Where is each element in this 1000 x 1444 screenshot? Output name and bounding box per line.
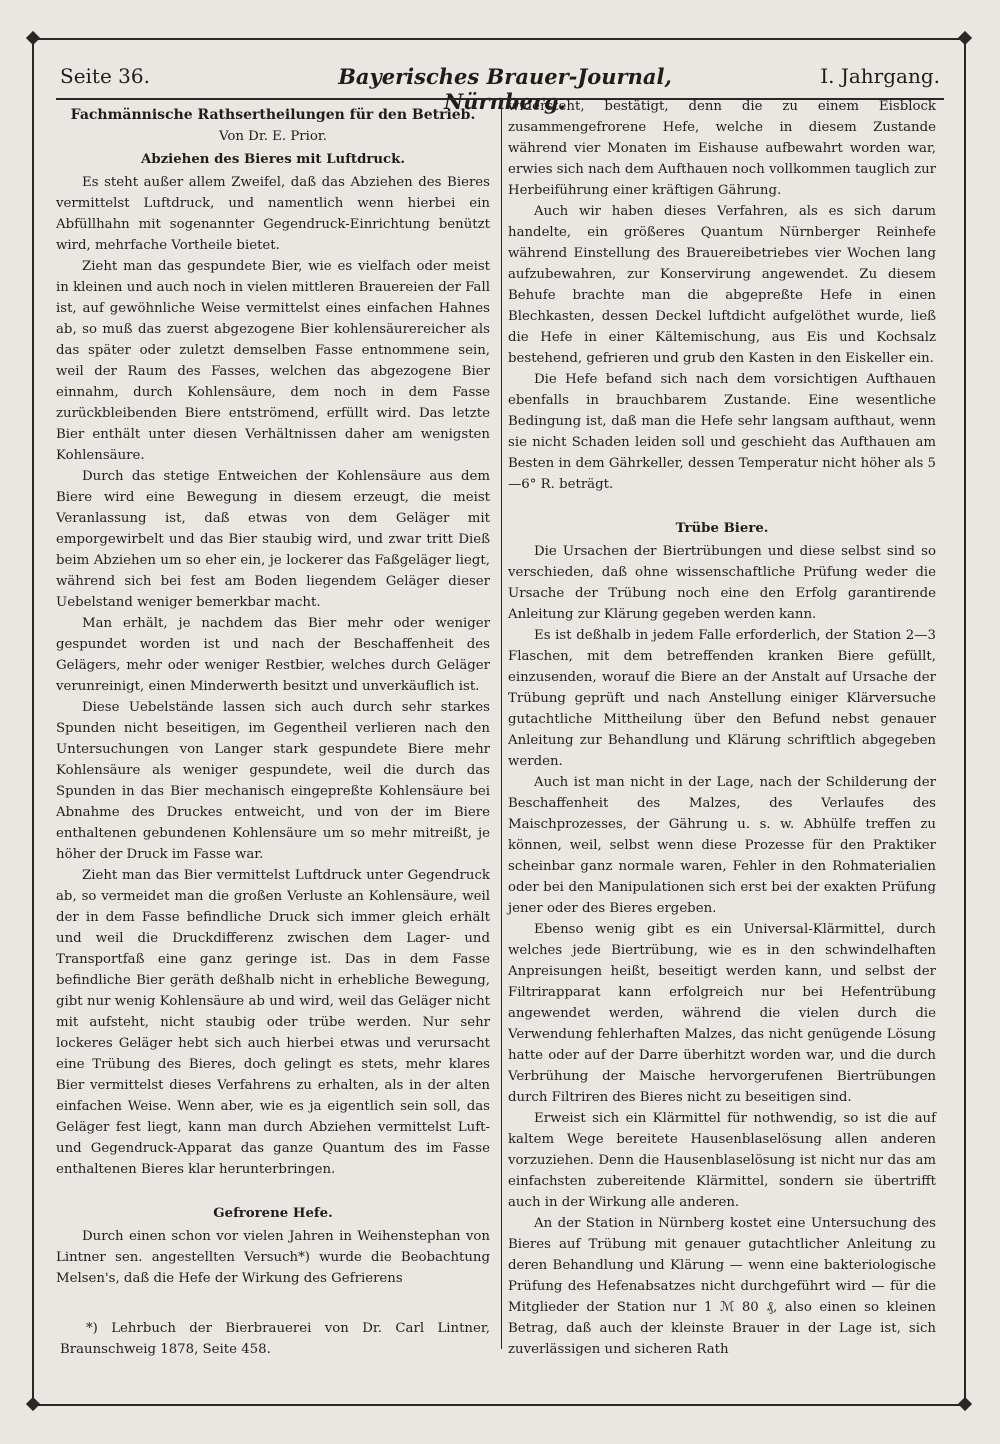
paragraph: An der Station in Nürnberg kostet eine Untersuchung des Bieres auf Trübung mit genauer gutachtlicher Anleitung zu deren Behandlung und Klärung — wenn eine bakteriologische Prüfung des Hefenabsatzes nicht durchgeführt wird — für die Mitglieder der Station nur 1 ℳ 80 ₰, also einen so kleinen Betrag, daß auch der kleinste Brauer in der Lage ist, sich zuverlässigen und sicheren Rath <box>508 1216 936 1357</box>
journal-title: Bayerisches Brauer-Journal, Nürnberg. <box>338 64 672 114</box>
paragraph: Zieht man das gespundete Bier, wie es vielfach oder meist in kleinen und auch noch in vielen mittleren Brauereien der Fall ist, auf gewöhnliche Weise vermittelst eines einfachen Hahnes ab, so muß das zuerst abgezogene Bier kohlensäurereicher als das später oder zuletzt demselben Fasse entnommene sein, weil der Raum des Fasses, welchen das abgezogene Bier einnahm, durch Kohlensäure, dem noch in dem Fasse zurückbleibenden Biere entströmend, erfüllt wird. Das letzte Bier enthält unter diesen Verhältnissen daher am wenigsten Kohlensäure. <box>56 259 490 463</box>
paragraph: Durch das stetige Entweichen der Kohlensäure aus dem Biere wird eine Bewegung in diesem erzeugt, die meist Veranlassung ist, daß etwas von dem Geläger mit emporgewirbelt und das Bier staubig wird, und zwar tritt Dieß beim Abziehen um so eher ein, je lockerer das Faßgeläger liegt, während sich bei fest am Boden liegendem Geläger dieser Uebelstand weniger bemerkbar macht. <box>56 469 490 610</box>
section-title: Trübe Biere. <box>675 521 769 536</box>
page-header <box>60 60 940 114</box>
paragraph: Die Hefe befand sich nach dem vorsichtigen Aufthauen ebenfalls in brauchbarem Zustande. Eine wesentliche Bedingung ist, daß man die Hefe sehr langsam aufthaut, wenn sie nicht Schaden leiden soll und geschieht das Aufthauen am Besten in dem Gährkeller, dessen Temperatur nicht höher als 5—6° R. beträgt. <box>508 372 936 492</box>
paragraph: Es steht außer allem Zweifel, daß das Abziehen des Bieres vermittelst Luftdruck, und namentlich wenn hierbei ein Abfüllhahn mit sogenannter Gegendruck-Einrichtung benützt wird, mehrfache Vortheile bietet. <box>56 175 490 253</box>
article-title: Fachmännische Rathsertheilungen für den Betrieb. <box>70 107 476 123</box>
article-byline: Von Dr. E. Prior. <box>218 129 328 144</box>
left-column <box>56 104 490 1289</box>
section-gap <box>508 495 936 517</box>
article-subtitle: Abziehen des Bieres mit Luftdruck. <box>141 152 405 167</box>
corner-ornament <box>958 1397 972 1411</box>
corner-ornament <box>26 1397 40 1411</box>
page-number: Seite 36. <box>60 64 150 88</box>
paragraph: widersteht, bestätigt, denn die zu einem Eisblock zusammengefrorene Hefe, welche in diesem Zustande während vier Monaten im Eishause aufbewahrt worden war, erwies sich nach dem Aufthauen noch vollkommen tauglich zur Herbeiführung einer kräftigen Gährung. <box>508 99 936 198</box>
page-border-left <box>32 38 34 1404</box>
paragraph: Erweist sich ein Klärmittel für nothwendig, so ist die auf kaltem Wege bereitete Hausenblaselösung allen anderen vorzuziehen. Denn die Hausenblaselösung ist nicht nur das am einfachsten zubereitende Klärmittel, sondern sie übertrifft auch in der Wirkung alle anderen. <box>508 1111 936 1210</box>
paragraph: Ebenso wenig gibt es ein Universal-Klärmittel, durch welches jede Biertrübung, wie es in den schwindelhaften Anpreisungen heißt, beseitigt werden kann, und selbst der Filtrirapparat kann erfolgreich nur bei Hefentrübung angewendet werden, während die vielen durch die Verwendung fehlerhaften Malzes, das nicht genügende Lösung hatte oder auf der Darre überhitzt worden war, und die durch Verbrühung der Maische hervorgerufenen Biertrübungen durch Filtriren des Bieres nicht zu beseitigen sind. <box>508 922 936 1105</box>
paragraph: Auch ist man nicht in der Lage, nach der Schilderung der Beschaffenheit des Malzes, des Verlaufes des Maischprozesses, der Gährung u. s. w. Abhülfe treffen zu können, weil, selbst wenn diese Prozesse für den Praktiker scheinbar ganz normale waren, Fehler in den Rohmaterialien oder bei den Manipulationen sich erst bei der exakten Prüfung jener oder des Bieres ergeben. <box>508 775 936 916</box>
corner-ornament <box>958 31 972 45</box>
paragraph: Es ist deßhalb in jedem Falle erforderlich, der Station 2—3 Flaschen, mit dem betreffenden kranken Biere gefüllt, einzusenden, worauf die Biere an der Anstalt auf Ursache der Trübung geprüft und nach Anstellung einiger Klärversuche gutachtliche Mittheilung über den Befund nebst genauer Anleitung zur Behandlung und Klärung schriftlich abgegeben werden. <box>508 628 936 769</box>
volume-label: I. Jahrgang. <box>820 64 940 88</box>
corner-ornament <box>26 31 40 45</box>
paragraph: Die Ursachen der Biertrübungen und diese selbst sind so verschieden, daß ohne wissenschaftliche Prüfung weder die Ursache der Trübung noch eine den Erfolg garantirende Anleitung zur Klärung gegeben werden kann. <box>508 544 936 622</box>
section-title: Gefrorene Hefe. <box>213 1206 333 1221</box>
section-gap <box>56 1180 490 1202</box>
paragraph: Man erhält, je nachdem das Bier mehr oder weniger gespundet worden ist und nach der Beschaffenheit des Gelägers, mehr oder weniger Restbier, welches durch Geläger verunreinigt, einen Minderwerth besitzt und unverkäuflich ist. <box>56 616 490 694</box>
column-separator <box>501 99 502 1349</box>
footnote: *) Lehrbuch der Bierbrauerei von Dr. Carl Lintner, Braunschweig 1878, Seite 458. <box>60 1321 490 1357</box>
page-border-right <box>964 38 966 1404</box>
page-border-bottom <box>32 1404 966 1406</box>
page-border-top <box>32 38 966 40</box>
paragraph: Auch wir haben dieses Verfahren, als es sich darum handelte, ein größeres Quantum Nürnberger Reinhefe während Einstellung des Brauereibetriebes vier Wochen lang aufzubewahren, zur Konservirung angewendet. Zu diesem Behufe brachte man die abgepreßte Hefe in einen Blechkasten, dessen Deckel luftdicht aufgelöthet wurde, ließ die Hefe in einer Kältemischung, aus Eis und Kochsalz bestehend, gefrieren und grub den Kasten in den Eiskeller ein. <box>508 204 936 366</box>
paragraph: Zieht man das Bier vermittelst Luftdruck unter Gegendruck ab, so vermeidet man die großen Verluste an Kohlensäure, weil der in dem Fasse befindliche Druck sich immer gleich erhält und weil die Druckdifferenz zwischen dem Lager- und Transportfaß eine ganz geringe ist. Das in dem Fasse befindliche Bier geräth deßhalb nicht in erhebliche Bewegung, gibt nur wenig Kohlensäure ab und wird, weil das Geläger nicht mit aufsteht, nicht staubig oder trübe werden. Nur sehr lockeres Geläger hebt sich auch hierbei etwas und verursacht eine Trübung des Bieres, doch gelingt es stets, mehr klares Bier vermittelst dieses Verfahrens zu erhalten, als in der alten einfachen Weise. Wenn aber, wie es ja eigentlich sein soll, das Geläger fest liegt, kann man durch Abziehen vermittelst Luft- und Gegendruck-Apparat das ganze Quantum des im Fasse enthaltenen Bieres klar herunterbringen. <box>56 868 490 1177</box>
paragraph: Durch einen schon vor vielen Jahren in Weihenstephan von Lintner sen. angestellten Versuch*) wurde die Beobachtung Melsen's, daß die Hefe der Wirkung des Gefrierens <box>56 1229 490 1286</box>
paragraph: Diese Uebelstände lassen sich auch durch sehr starkes Spunden nicht beseitigen, im Gegentheil verlieren nach den Untersuchungen von Langer stark gespundete Biere mehr Kohlensäure als weniger gespundete, weil die durch das Spunden in das Bier mechanisch eingepreßte Kohlensäure bei Abnahme des Druckes entweicht, und von der im Biere enthaltenen gebundenen Kohlensäure um so mehr mitreißt, je höher der Druck im Fasse war. <box>56 700 490 862</box>
right-column <box>508 96 936 1360</box>
